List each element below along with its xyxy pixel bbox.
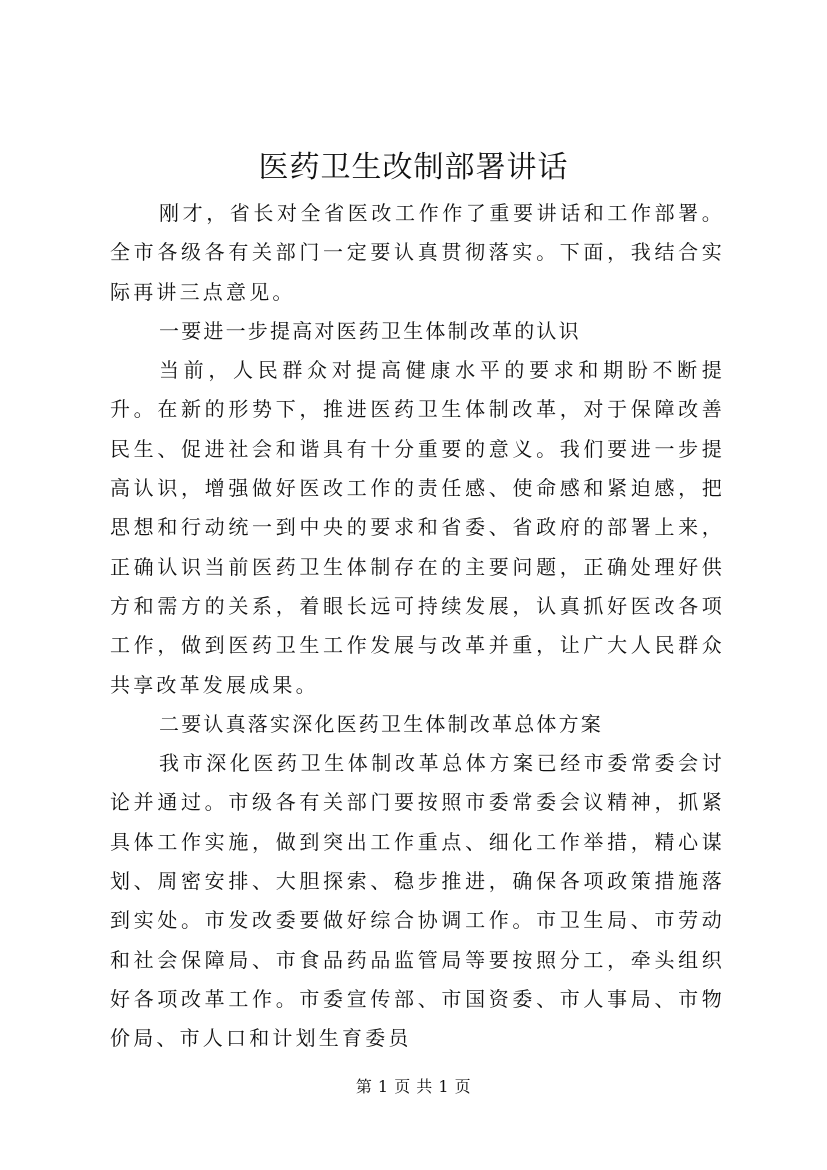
document-body [110,194,725,1059]
section-heading-2: 二要认真落实深化医药卫生体制改革总体方案 [159,711,603,736]
paragraph-section-1: 当前，人民群众对提高健康水平的要求和期盼不断提升。在新的形势下，推进医药卫生体制改革，对于保障改善民生、促进社会和谐具有十分重要的意义。我们要进一步提高认识，增强做好医改工作的责任感、使命感和紧迫感，把思想和行动统一到中央的要求和省委、省政府的部署上来，正确认识当前医药卫生体制存在的主要问题，正确处理好供方和需方的关系，着眼长远可持续发展，认真抓好医改各项工作，做到医药卫生工作发展与改革并重，让广大人民群众共享改革发展成果。 [110,358,725,697]
page-footer: 第 1 页 共 1 页 [355,1077,472,1096]
paragraph-section-2: 我市深化医药卫生体制改革总体方案已经市委常委会讨论并通过。市级各有关部门要按照市委常委会议精神，抓紧具体工作实施，做到突出工作重点、细化工作举措，精心谋划、周密安排、大胆探索、稳步推进，确保各项政策措施落到实处。市发改委要做好综合协调工作。市卫生局、市劳动和社会保障局、市食品药品监管局等要按照分工，牵头组织好各项改革工作。市委宣传部、市国资委、市人事局、市物价局、市人口和计划生育委员 [110,751,725,1051]
section-heading-1: 一要进一步提高对医药卫生体制改革的认识 [159,318,581,343]
document-title: 医药卫生改制部署讲话 [258,150,569,185]
paragraph-intro: 刚才，省长对全省医改工作作了重要讲话和工作部署。全市各级各有关部门一定要认真贯彻落实。下面，我结合实际再讲三点意见。 [110,201,725,304]
